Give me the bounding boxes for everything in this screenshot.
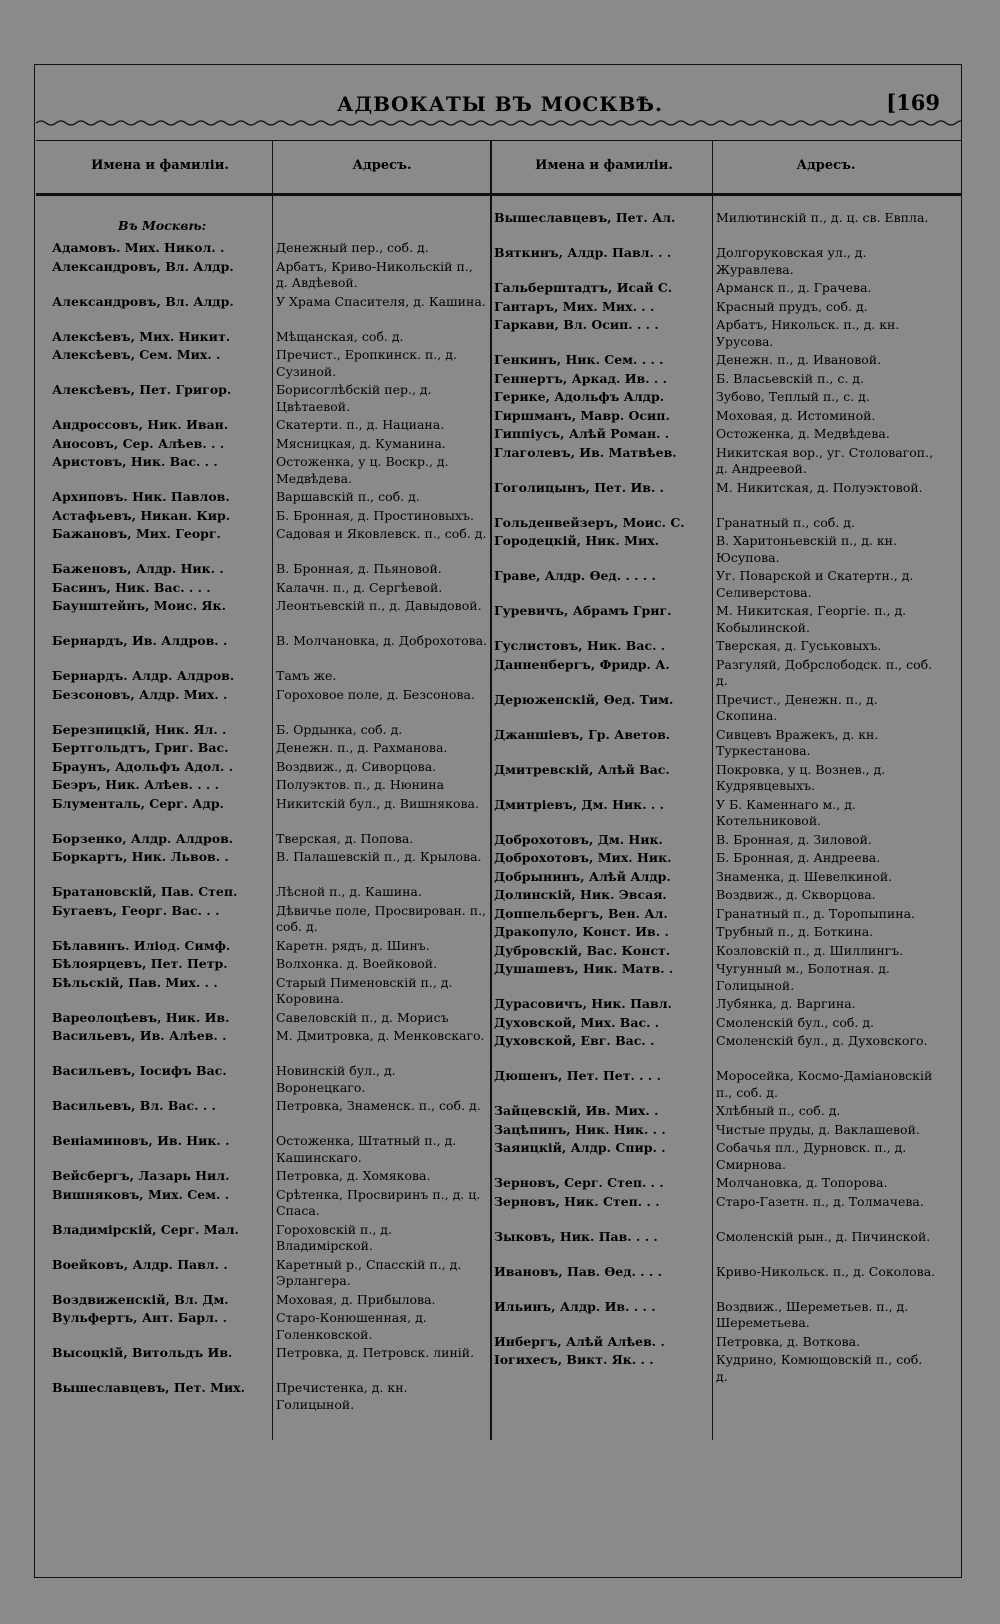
- leftcol-address-17: Гороховое поле, д. Безсонова.: [276, 686, 475, 702]
- leftcol-address-23: Тверская, д. Попова.: [276, 830, 414, 846]
- leftcol-address-37: Гороховскій п., д. Владимірской.: [276, 1221, 392, 1253]
- leftcol-name-1: Александровъ, Вл. Алдр.: [52, 258, 234, 274]
- header-bottom-rule: [36, 193, 962, 196]
- leftcol-name-7: Аносовъ, Сер. Алѣев. . .: [52, 435, 225, 451]
- leftcol-address-3: Мѣщанская, соб. д.: [276, 328, 404, 344]
- leftcol-address-36: Срѣтенка, Просвиринъ п., д. ц. Спаса.: [276, 1186, 481, 1218]
- leftcol-address-5: Борисоглѣбскій пер., д. Цвѣтаевой.: [276, 382, 432, 414]
- rightcol-address-30: Лубянка, д. Варгина.: [716, 996, 856, 1011]
- divider-right-name-address: [712, 140, 713, 1440]
- rightcol-name-24: Добрынинъ, Алѣй Алдр.: [494, 868, 671, 884]
- leftcol-address-27: Каретн. рядъ, д. Шинъ.: [276, 937, 430, 953]
- leftcol-address-18: Б. Ордынка, соб. д.: [276, 721, 403, 737]
- rightcol-address-21: У Б. Каменнаго м., д. Котельниковой.: [716, 796, 856, 828]
- divider-center: [490, 140, 492, 1440]
- leftcol-address-16: Тамъ же.: [276, 668, 337, 683]
- rightcol-name-9: Гиппіусъ, Алѣй Роман. .: [494, 426, 670, 441]
- rightcol-name-16: Гуслистовъ, Ник. Вас. .: [494, 638, 666, 653]
- rightcol-address-8: Моховая, д. Истоминой.: [716, 407, 876, 423]
- leftcol-name-36: Вишняковъ, Мих. Сем. .: [52, 1186, 230, 1202]
- leftcol-address-32: Новинскій бул., д. Воронецкаго.: [276, 1063, 396, 1095]
- rightcol-address-16: Тверская, д. Гуськовыхъ.: [716, 638, 882, 653]
- rightcol-address-4: Арбатъ, Никольск. п., д. кн. Урусова.: [716, 317, 900, 349]
- rightcol-name-20: Дмитревскій, Алѣй Вас.: [494, 761, 670, 777]
- rightcol-name-15: Гуревичъ, Абрамъ Григ.: [494, 603, 672, 618]
- rightcol-address-24: Знаменка, д. Шевелкиной.: [716, 868, 893, 884]
- rightcol-address-22: В. Бронная, д. Зиловой.: [716, 831, 872, 847]
- rightcol-address-26: Гранатный п., д. Торопыпина.: [716, 905, 915, 921]
- rightcol-name-41: Ильинъ, Алдр. Ив. . . .: [494, 1298, 656, 1314]
- rightcol-name-30: Дурасовичъ, Ник. Павл.: [494, 996, 672, 1011]
- rightcol-address-28: Козловскій п., д. Шиллингъ.: [716, 942, 904, 958]
- leftcol-name-37: Владимірскій, Серг. Мал.: [52, 1221, 239, 1237]
- rightcol-name-35: Зацѣпинъ, Ник. Ник. . .: [494, 1121, 666, 1137]
- rightcol-name-7: Герике, Адольфъ Алдр.: [494, 389, 665, 404]
- leftcol-name-32: Васильевъ, Іосифъ Вас.: [52, 1063, 227, 1078]
- rightcol-address-11: М. Никитская, д. Полуэктовой.: [716, 479, 923, 495]
- leftcol-address-11: Садовая и Яковлевск. п., соб. д.: [276, 526, 487, 541]
- leftcol-address-12: В. Бронная, д. Пьяновой.: [276, 561, 442, 576]
- leftcol-name-17: Безсоновъ, Алдр. Мих. .: [52, 686, 228, 702]
- leftcol-name-31: Васильевъ, Ив. Алѣев. .: [52, 1028, 227, 1043]
- rightcol-address-1: Долгоруковская ул., д. Журавлева.: [716, 245, 867, 277]
- col-header-names-left: Имена и фамиліи.: [91, 158, 229, 173]
- leftcol-address-34: Остоженка, Штатный п., д. Кашинскаго.: [276, 1133, 457, 1165]
- wavy-rule: [36, 117, 962, 129]
- rightcol-name-40: Ивановъ, Пав. Ѳед. . . .: [494, 1263, 662, 1279]
- rightcol-address-18: Пречист., Денежн. п., д. Скопина.: [716, 691, 878, 723]
- leftcol-name-39: Воздвиженскій, Вл. Дм.: [52, 1291, 229, 1307]
- leftcol-address-6: Скатерти. п., д. Нациана.: [276, 417, 445, 432]
- leftcol-name-22: Блументаль, Серг. Адр.: [52, 795, 224, 811]
- col-header-names-right: Имена и фамиліи.: [535, 158, 673, 173]
- rightcol-name-1: Вяткинъ, Алдр. Павл. . .: [494, 245, 672, 260]
- rightcol-name-14: Граве, Алдр. Ѳед. . . . .: [494, 568, 656, 583]
- rightcol-address-2: Арманск п., д. Грачева.: [716, 280, 872, 295]
- rightcol-name-33: Дюшенъ, Пет. Пет. . . .: [494, 1068, 661, 1083]
- rightcol-name-5: Генкинъ, Ник. Сем. . . .: [494, 352, 664, 367]
- rightcol-address-39: Смоленскій рын., д. Пичинской.: [716, 1228, 931, 1244]
- leftcol-name-2: Александровъ, Вл. Алдр.: [52, 293, 234, 309]
- divider-left-name-address: [272, 140, 273, 1440]
- rightcol-name-6: Геннертъ, Аркад. Ив. . .: [494, 370, 667, 386]
- leftcol-address-26: Дѣвичье поле, Просвирован. п., соб. д.: [276, 902, 487, 934]
- leftcol-name-5: Алексѣевъ, Пет. Григор.: [52, 382, 232, 397]
- rightcol-address-38: Старо-Газетн. п., д. Толмачева.: [716, 1193, 924, 1209]
- rightcol-name-11: Гоголицынъ, Пет. Ив. .: [494, 479, 665, 495]
- leftcol-name-42: Вышеславцевъ, Пет. Мих.: [52, 1380, 245, 1395]
- rightcol-name-36: Заяицкій, Алдр. Спир. .: [494, 1140, 666, 1155]
- leftcol-address-41: Петровка, д. Петровск. линій.: [276, 1345, 475, 1360]
- rightcol-address-34: Хлѣбный п., соб. д.: [716, 1103, 841, 1118]
- rightcol-address-33: Моросейка, Космо-Даміановскій п., соб. д.: [716, 1068, 933, 1100]
- rightcol-address-37: Молчановка, д. Топорова.: [716, 1175, 888, 1190]
- leftcol-address-15: В. Молчановка, д. Доброхотова.: [276, 633, 488, 648]
- leftcol-name-8: Аристовъ, Ник. Вас. . .: [52, 454, 218, 469]
- rightcol-name-34: Зайцевскій, Ив. Мих. .: [494, 1103, 659, 1118]
- rightcol-name-38: Зерновъ, Ник. Степ. . .: [494, 1193, 660, 1209]
- rightcol-address-41: Воздвиж., Шереметьев. п., д. Шереметьева.: [716, 1298, 909, 1330]
- leftcol-name-14: Баунштейнъ, Моис. Як.: [52, 598, 226, 613]
- leftcol-name-26: Бугаевъ, Георг. Вас. . .: [52, 902, 220, 918]
- leftcol-name-4: Алексѣевъ, Сем. Мих. .: [52, 347, 221, 362]
- leftcol-name-0: Адамовъ. Мих. Никол. .: [52, 240, 225, 255]
- leftcol-name-38: Воейковъ, Алдр. Павл. .: [52, 1256, 228, 1272]
- rightcol-name-17: Данненбергъ, Фридр. А.: [494, 656, 670, 672]
- leftcol-address-28: Волхонка. д. Воейковой.: [276, 956, 438, 971]
- leftcol-name-40: Вульфертъ, Ант. Барл. .: [52, 1310, 228, 1325]
- leftcol-name-13: Басинъ, Ник. Вас. . . .: [52, 579, 211, 595]
- rightcol-address-31: Смоленскій бул., соб. д.: [716, 1014, 875, 1030]
- rightcol-name-13: Городецкій, Ник. Мих.: [494, 533, 660, 548]
- rightcol-name-39: Зыковъ, Ник. Пав. . . .: [494, 1228, 658, 1244]
- rightcol-name-8: Гиршманъ, Мавр. Осип.: [494, 407, 670, 423]
- rightcol-address-3: Красный прудъ, соб. д.: [716, 298, 868, 314]
- leftcol-name-24: Боркартъ, Ник. Львов. .: [52, 849, 229, 864]
- leftcol-name-9: Архиповъ. Ник. Павлов.: [52, 489, 230, 504]
- leftcol-name-10: Астафьевъ, Никан. Кир.: [52, 507, 231, 523]
- rightcol-address-35: Чистые пруды, д. Ваклашевой.: [716, 1121, 920, 1137]
- rightcol-name-10: Глаголевъ, Ив. Матвѣев.: [494, 444, 677, 460]
- leftcol-name-21: Беэръ, Ник. Алѣев. . . .: [52, 777, 219, 792]
- leftcol-address-8: Остоженка, у ц. Воскр., д. Медвѣдева.: [276, 454, 449, 486]
- leftcol-name-19: Бертгольдтъ, Григ. Вас.: [52, 740, 229, 755]
- leftcol-address-33: Петровка, Знаменск. п., соб. д.: [276, 1098, 481, 1113]
- rightcol-name-23: Доброхотовъ, Мих. Ник.: [494, 850, 672, 865]
- leftcol-name-20: Браунъ, Адольфъ Адол. .: [52, 758, 234, 774]
- rightcol-name-21: Дмитріевъ, Дм. Ник. . .: [494, 796, 664, 812]
- leftcol-address-14: Леонтьевскій п., д. Давыдовой.: [276, 598, 482, 613]
- rightcol-address-23: Б. Бронная, д. Андреева.: [716, 850, 881, 865]
- leftcol-address-19: Денежн. п., д. Рахманова.: [276, 740, 448, 755]
- leftcol-address-42: Пречистенка, д. кн. Голицыной.: [276, 1380, 408, 1412]
- rightcol-address-32: Смоленскій бул., д. Духовского.: [716, 1033, 928, 1048]
- rightcol-name-3: Гантаръ, Мих. Мих. . .: [494, 298, 655, 314]
- rightcol-address-43: Кудрино, Комющовскій п., соб. д.: [716, 1352, 923, 1384]
- leftcol-address-30: Савеловскій п., д. Морисъ: [276, 1009, 449, 1025]
- leftcol-address-21: Полуэктов. п., д. Нюнина: [276, 777, 445, 792]
- rightcol-name-37: Зерновъ, Серг. Степ. . .: [494, 1175, 664, 1190]
- leftcol-name-12: Баженовъ, Алдр. Ник. .: [52, 561, 224, 576]
- rightcol-address-29: Чугунный м., Болотная. д. Голицыной.: [716, 961, 890, 993]
- leftcol-address-22: Никитскій бул., д. Вишнякова.: [276, 795, 479, 811]
- rightcol-name-22: Доброхотовъ, Дм. Ник.: [494, 831, 663, 847]
- leftcol-address-1: Арбатъ, Криво-Никольскій п., д. Авдѣевой.: [276, 258, 473, 290]
- leftcol-name-34: Веніаминовъ, Ив. Ник. .: [52, 1133, 230, 1148]
- leftcol-name-28: Бѣлоярцевъ, Пет. Петр.: [52, 956, 228, 971]
- rightcol-address-7: Зубово, Теплый п., с. д.: [716, 389, 870, 404]
- rightcol-address-12: Гранатный п., соб. д.: [716, 514, 855, 530]
- rightcol-address-36: Собачья пл., Дурновск. п., д. Смирнова.: [716, 1140, 907, 1172]
- leftcol-name-41: Высоцкій, Витольдъ Ив.: [52, 1345, 233, 1360]
- rightcol-name-42: Инбергъ, Алѣй Алѣев. .: [494, 1333, 665, 1349]
- leftcol-name-6: Андроссовъ, Ник. Иван.: [52, 417, 229, 432]
- rightcol-name-19: Джаншіевъ, Гр. Аветов.: [494, 726, 671, 742]
- rightcol-name-4: Гаркави, Вл. Осип. . . .: [494, 317, 659, 332]
- leftcol-address-25: Лѣсной п., д. Кашина.: [276, 884, 422, 899]
- leftcol-name-15: Бернардъ, Ив. Алдров. .: [52, 633, 228, 648]
- leftcol-address-0: Денежный пер., соб. д.: [276, 240, 429, 255]
- rightcol-name-32: Духовской, Евг. Вас. .: [494, 1033, 655, 1048]
- leftcol-address-20: Воздвиж., д. Сиворцова.: [276, 758, 437, 774]
- rightcol-address-27: Трубный п., д. Боткина.: [716, 924, 874, 939]
- rightcol-address-17: Разгуляй, Добрслободск. п., соб. д.: [716, 656, 933, 688]
- rightcol-name-28: Дубровскій, Вас. Конст.: [494, 942, 671, 958]
- rightcol-address-15: М. Никитская, Георгіе. п., д. Кобылинской.: [716, 603, 907, 635]
- leftcol-name-16: Бернардъ. Алдр. Алдров.: [52, 668, 235, 683]
- rightcol-name-12: Гольденвейзеръ, Моис. С.: [494, 514, 685, 530]
- rightcol-address-9: Остоженка, д. Медвѣдева.: [716, 426, 890, 441]
- rightcol-name-31: Духовской, Мих. Вас. .: [494, 1014, 660, 1030]
- leftcol-name-18: Березницкій, Ник. Ял. .: [52, 721, 227, 737]
- leftcol-address-9: Варшавскій п., соб. д.: [276, 489, 420, 504]
- leftcol-address-4: Пречист., Еропкинск. п., д. Сузиной.: [276, 347, 457, 379]
- rightcol-name-0: Вышеславцевъ, Пет. Ал.: [494, 210, 676, 225]
- leftcol-address-13: Калачн. п., д. Сергѣевой.: [276, 579, 443, 595]
- leftcol-address-7: Мясницкая, д. Куманина.: [276, 435, 446, 451]
- leftcol-address-29: Старый Пименовскій п., д. Коровина.: [276, 974, 453, 1006]
- leftcol-address-31: М. Дмитровка, д. Менковскаго.: [276, 1028, 485, 1043]
- page-number: [169: [886, 90, 940, 115]
- rightcol-address-0: Милютинскій п., д. ц. св. Евпла.: [716, 210, 929, 225]
- rightcol-address-5: Денежн. п., д. Ивановой.: [716, 352, 882, 367]
- leftcol-name-30: Вареолоцѣевъ, Ник. Ив.: [52, 1009, 230, 1025]
- rightcol-name-43: Іогихесъ, Викт. Як. . .: [494, 1352, 654, 1367]
- rightcol-address-42: Петровка, д. Воткова.: [716, 1333, 861, 1349]
- page-title: АДВОКАТЫ ВЪ МОСКВѢ.: [337, 92, 663, 116]
- rightcol-name-2: Гальберштадтъ, Исай С.: [494, 280, 673, 295]
- col-header-address-left: Адресъ.: [352, 158, 412, 173]
- rightcol-address-10: Никитская вор., уг. Столовагоп., д. Андреевой.: [716, 444, 934, 476]
- leftcol-address-10: Б. Бронная, д. Простиновыхъ.: [276, 507, 474, 523]
- leftcol-address-39: Моховая, д. Прибылова.: [276, 1291, 436, 1307]
- rightcol-address-25: Воздвиж., д. Скворцова.: [716, 887, 876, 902]
- subheading: Въ Москвѣ:: [118, 218, 207, 233]
- rightcol-address-19: Сивцевъ Вражекъ, д. кн. Туркестанова.: [716, 726, 879, 758]
- leftcol-name-33: Васильевъ, Вл. Вас. . .: [52, 1098, 216, 1113]
- rightcol-name-26: Доппельбергъ, Вен. Ал.: [494, 905, 668, 921]
- leftcol-address-2: У Храма Спасителя, д. Кашина.: [276, 293, 486, 309]
- leftcol-name-35: Вейсбергъ, Лазарь Нил.: [52, 1168, 230, 1183]
- rightcol-address-20: Покровка, у ц. Вознев., д. Кудрявцевыхъ.: [716, 761, 886, 793]
- header-top-rule: [36, 140, 962, 141]
- leftcol-address-24: В. Палашевскій п., д. Крылова.: [276, 849, 482, 864]
- leftcol-address-38: Каретный р., Спасскій п., д. Эрлангера.: [276, 1256, 462, 1288]
- rightcol-name-27: Дракопуло, Конст. Ив. .: [494, 924, 669, 939]
- rightcol-name-25: Долинскій, Ник. Эвсая.: [494, 887, 667, 902]
- leftcol-name-25: Братановскій, Пав. Степ.: [52, 884, 238, 899]
- leftcol-name-3: Алексѣевъ, Мих. Никит.: [52, 328, 231, 344]
- rightcol-address-14: Уг. Поварской и Скатертн., д. Селиверстова.: [716, 568, 914, 600]
- rightcol-address-6: Б. Власьевскій п., с. д.: [716, 370, 864, 386]
- leftcol-name-23: Борзенко, Алдр. Алдров.: [52, 830, 234, 846]
- leftcol-name-29: Бѣльскій, Пав. Мих. . .: [52, 974, 218, 990]
- leftcol-name-27: Бѣлавинъ. Иліод. Симф.: [52, 937, 231, 953]
- rightcol-address-13: В. Харитоньевскій п., д. кн. Юсупова.: [716, 533, 897, 565]
- rightcol-name-18: Дерюженскій, Ѳед. Тим.: [494, 691, 674, 707]
- leftcol-address-40: Старо-Конюшенная, д. Голенковской.: [276, 1310, 427, 1342]
- col-header-address-right: Адресъ.: [796, 158, 856, 173]
- rightcol-name-29: Душашевъ, Ник. Матв. .: [494, 961, 674, 976]
- leftcol-name-11: Бажановъ, Мих. Георг.: [52, 526, 221, 541]
- rightcol-address-40: Криво-Никольск. п., д. Соколова.: [716, 1263, 936, 1279]
- leftcol-address-35: Петровка, д. Хомякова.: [276, 1168, 431, 1183]
